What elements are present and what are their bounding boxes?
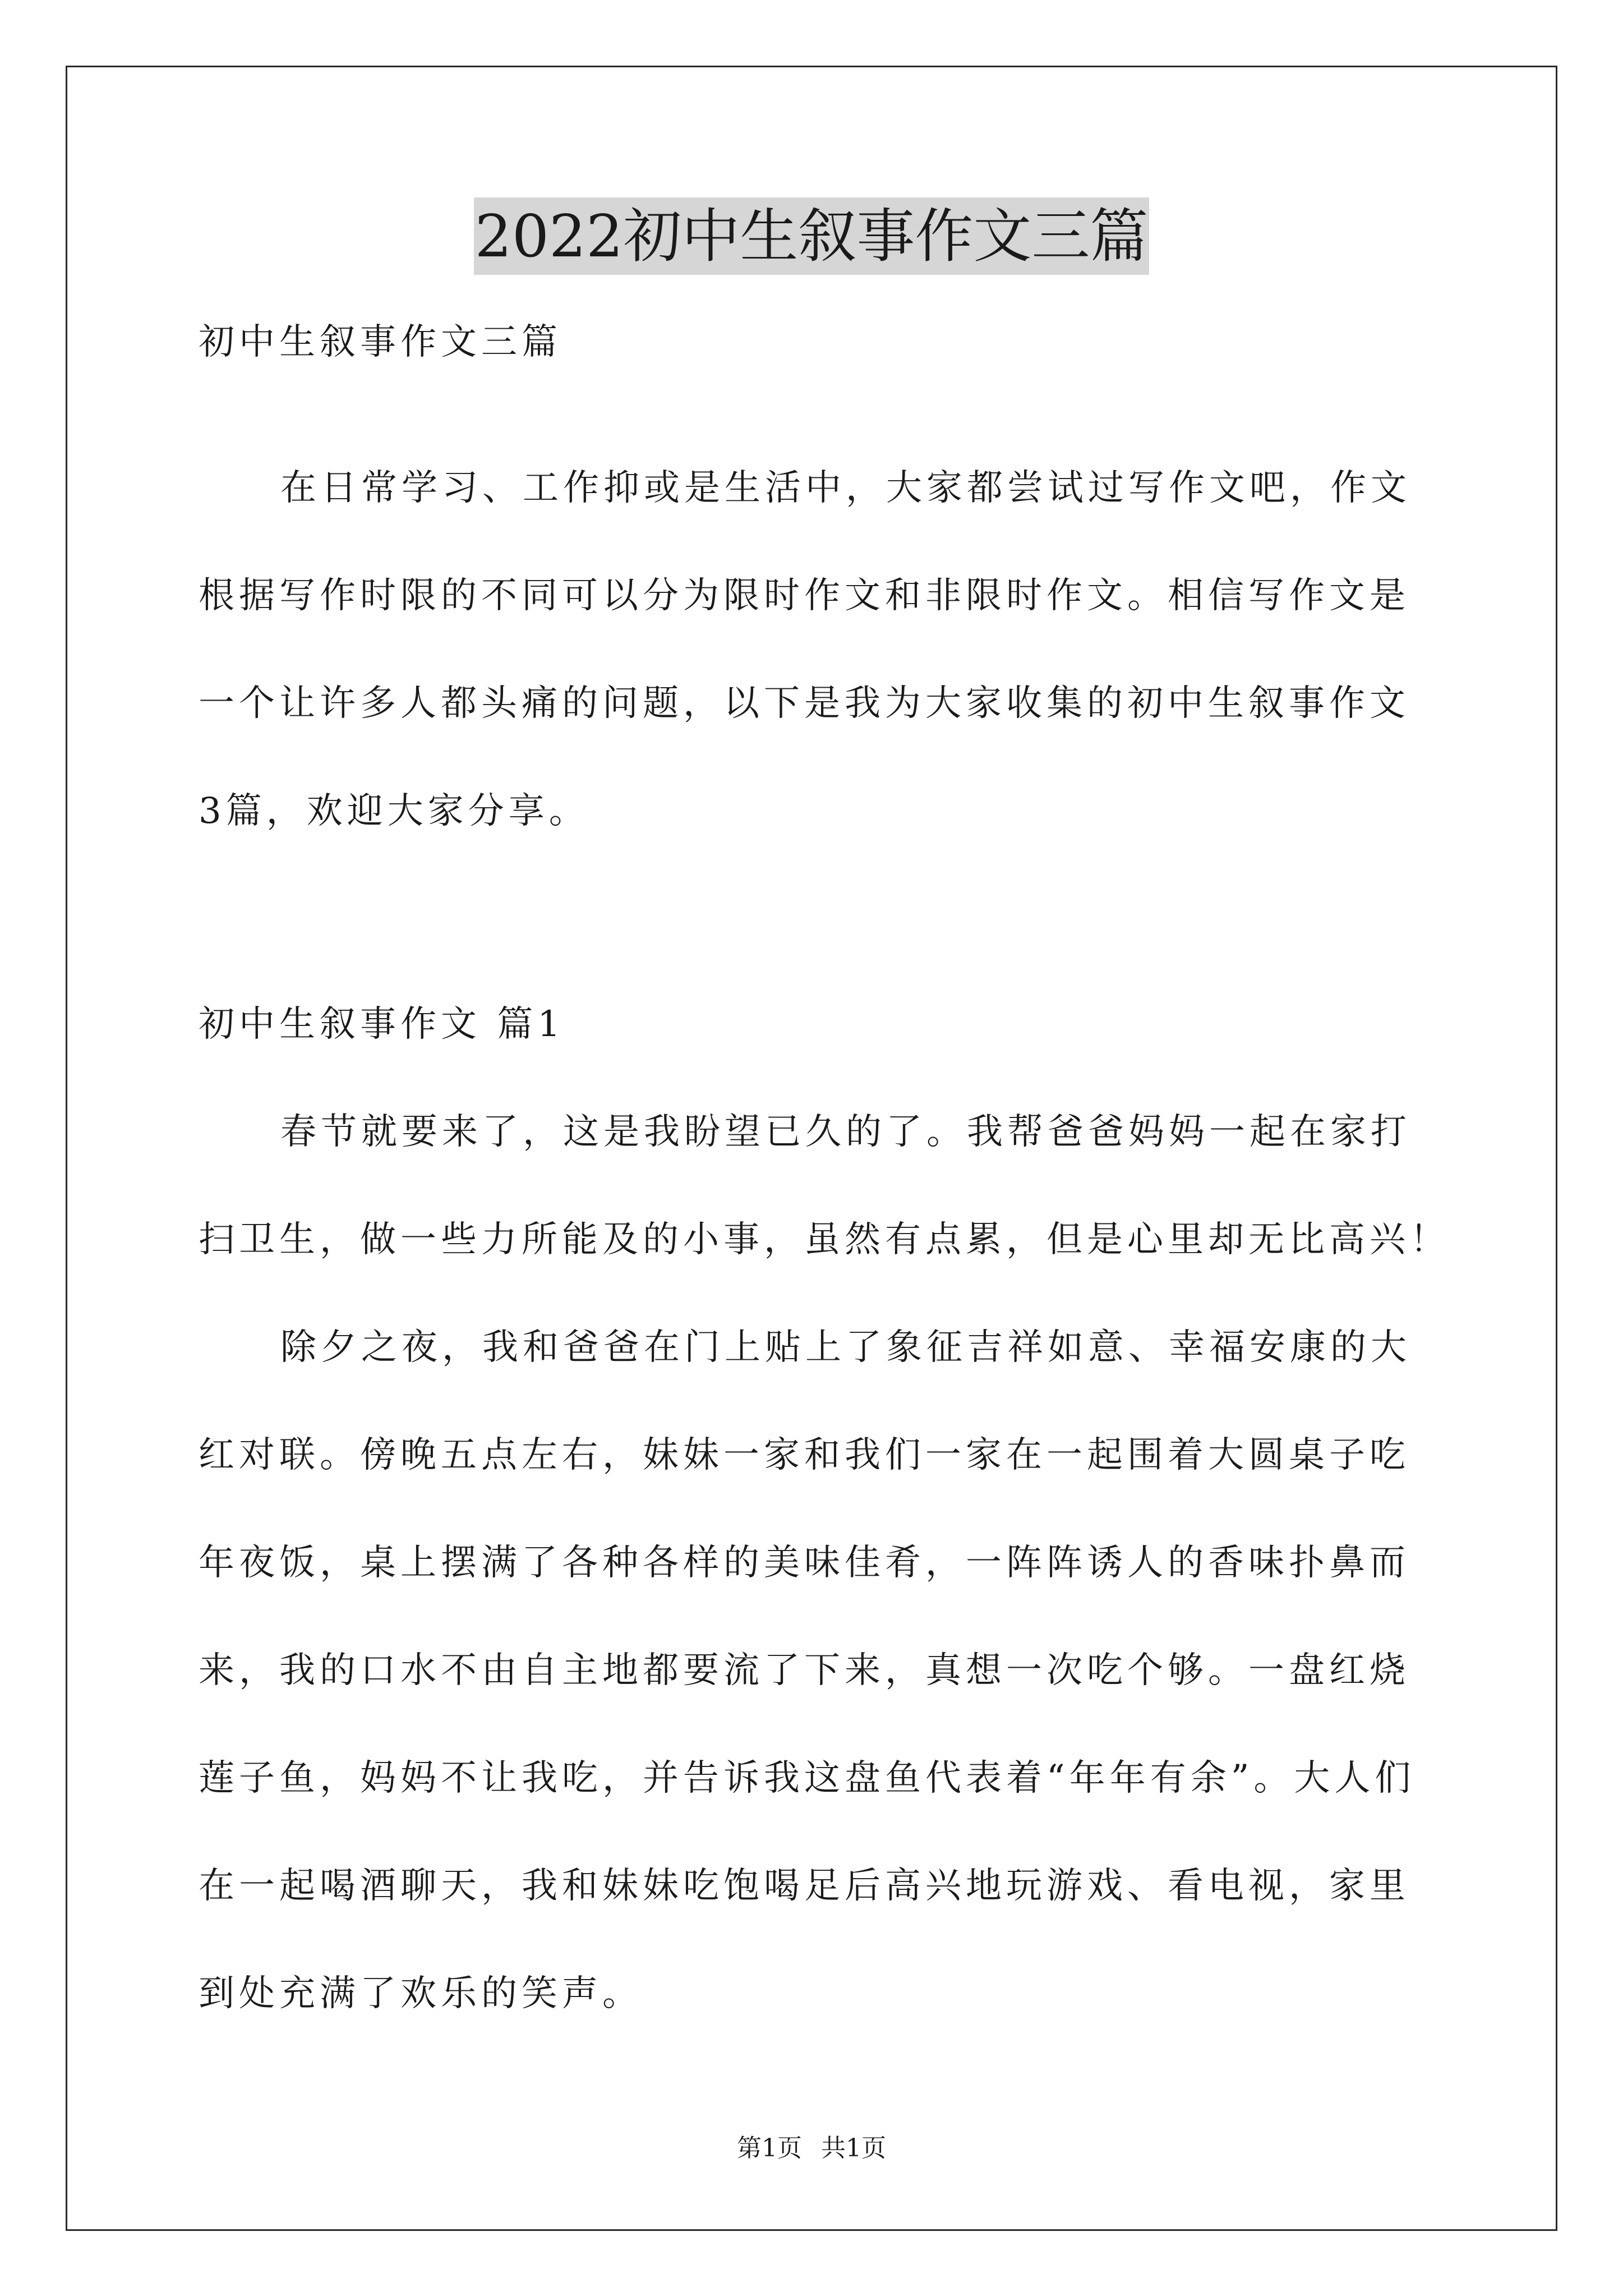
intro-line-4: 3篇，欢迎大家分享。 xyxy=(199,790,589,832)
para1-line-1: 春节就要来了，这是我盼望已久的了。我帮爸爸妈妈一起在家打 xyxy=(280,1111,1411,1153)
para2-line-6: 在一起喝酒聊天，我和妹妹吃饱喝足后高兴地玩游戏、看电视，家里 xyxy=(199,1865,1410,1907)
intro-line-2: 根据写作时限的不同可以分为限时作文和非限时作文。相信写作文是 xyxy=(199,575,1410,616)
page-footer xyxy=(0,2132,1623,2165)
para1-line-2: 扫卫生，做一些力所能及的小事，虽然有点累，但是心里却无比高兴！ xyxy=(199,1219,1450,1260)
document-subtitle: 初中生叙事作文三篇 xyxy=(199,321,562,363)
para2-line-2: 红对联。傍晚五点左右，妹妹一家和我们一家在一起围着大圆桌子吃 xyxy=(199,1434,1410,1476)
para2-line-1: 除夕之夜，我和爸爸在门上贴上了象征吉祥如意、幸福安康的大 xyxy=(280,1327,1411,1368)
para2-line-7: 到处充满了欢乐的笑声。 xyxy=(199,1973,643,2014)
title-container xyxy=(0,197,1623,275)
intro-line-1: 在日常学习、工作抑或是生活中，大家都尝试过写作文吧，作文 xyxy=(280,467,1411,509)
section-heading-1: 初中生叙事作文 篇1 xyxy=(199,1004,565,1045)
para2-line-3: 年夜饭，桌上摆满了各种各样的美味佳肴，一阵阵诱人的香味扑鼻而 xyxy=(199,1542,1410,1584)
intro-line-3: 一个让许多人都头痛的问题，以下是我为大家收集的初中生叙事作文 xyxy=(199,683,1410,724)
page-number-total: 共1页 xyxy=(821,2134,886,2162)
para2-line-4: 来，我的口水不由自主地都要流了下来，真想一次吃个够。一盘红烧 xyxy=(199,1650,1410,1691)
page-number-current: 第1页 xyxy=(737,2134,802,2162)
para2-line-5: 莲子鱼，妈妈不让我吃，并告诉我这盘鱼代表着“年年有余”。大人们 xyxy=(199,1757,1415,1799)
document-title: 2022初中生叙事作文三篇 xyxy=(474,197,1150,275)
